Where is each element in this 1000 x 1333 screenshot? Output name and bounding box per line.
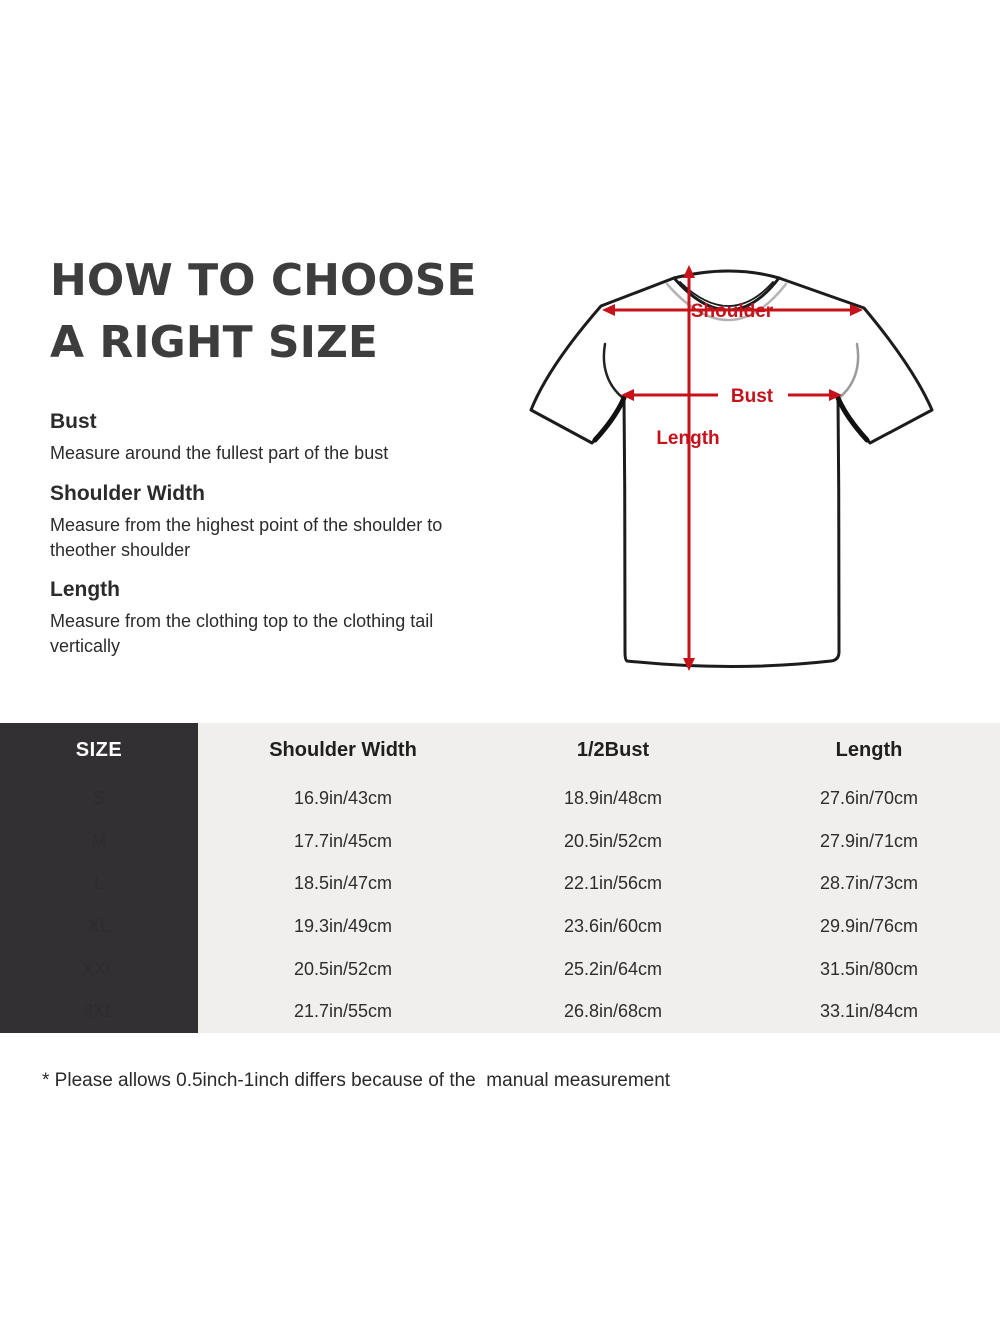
length-cell: 27.9in/71cm bbox=[819, 830, 919, 851]
length-cell: 28.7in/73cm bbox=[819, 873, 919, 894]
instruction-shoulder-text: Measure from the highest point of the shoulder to theother shoulder bbox=[50, 514, 443, 560]
bust-cell: 20.5in/52cm bbox=[563, 830, 663, 851]
size-cell: L bbox=[93, 873, 104, 894]
header-shoulder-width: Shoulder Width bbox=[269, 738, 417, 761]
instruction-shoulder-width bbox=[50, 482, 495, 563]
shoulder-label: Shoulder bbox=[690, 301, 774, 322]
shoulder-cell: 18.5in/47cm bbox=[293, 873, 393, 894]
shoulder-cell: 19.3in/49cm bbox=[293, 915, 393, 936]
instruction-length bbox=[50, 578, 495, 659]
header-size: SIZE bbox=[75, 738, 123, 761]
instruction-shoulder-heading: Shoulder Width bbox=[50, 481, 205, 505]
tshirt-outline bbox=[531, 271, 932, 667]
size-cell: M bbox=[91, 830, 107, 851]
page-title bbox=[50, 250, 495, 374]
bust-cell: 22.1in/56cm bbox=[563, 873, 663, 894]
shoulder-cell: 20.5in/52cm bbox=[293, 958, 393, 979]
instruction-length-heading: Length bbox=[50, 578, 120, 602]
length-label: Length bbox=[656, 428, 720, 449]
bust-label: Bust bbox=[730, 386, 774, 407]
tshirt-measurement-diagram bbox=[505, 252, 975, 682]
page-title-line1: HOW TO CHOOSE bbox=[50, 255, 477, 306]
instruction-bust-text: Measure around the fullest part of the bust bbox=[50, 443, 389, 463]
table-row-3xl bbox=[0, 990, 1000, 1033]
shoulder-cell: 16.9in/43cm bbox=[293, 787, 393, 808]
length-cell: 29.9in/76cm bbox=[819, 915, 919, 936]
bust-cell: 23.6in/60cm bbox=[563, 915, 663, 936]
size-cell: XL bbox=[87, 915, 111, 936]
header-half-bust: 1/2Bust bbox=[576, 738, 650, 761]
measurement-disclaimer: * Please allows 0.5inch-1inch differs because of the manual measurement bbox=[42, 1070, 671, 1091]
instruction-bust bbox=[50, 410, 495, 466]
table-row-s bbox=[0, 777, 1000, 820]
bust-cell: 25.2in/64cm bbox=[563, 958, 663, 979]
length-cell: 31.5in/80cm bbox=[819, 958, 919, 979]
size-cell: XXL bbox=[81, 958, 117, 979]
header-length: Length bbox=[835, 738, 903, 761]
size-cell: 3XL bbox=[82, 1001, 116, 1022]
shoulder-cell: 17.7in/45cm bbox=[293, 830, 393, 851]
table-row-l bbox=[0, 862, 1000, 905]
table-row-xxl bbox=[0, 948, 1000, 991]
shoulder-cell: 21.7in/55cm bbox=[293, 1001, 393, 1022]
bust-cell: 26.8in/68cm bbox=[563, 1001, 663, 1022]
size-chart-table bbox=[0, 723, 1000, 1033]
page-title-line2: A RIGHT SIZE bbox=[50, 317, 378, 368]
size-cell: S bbox=[92, 787, 105, 808]
tshirt-diagram-svg bbox=[505, 252, 975, 682]
how-to-measure-section bbox=[50, 250, 495, 675]
instruction-length-text: Measure from the clothing top to the clothing tail vertically bbox=[50, 611, 434, 657]
table-row-m bbox=[0, 820, 1000, 863]
bust-cell: 18.9in/48cm bbox=[563, 787, 663, 808]
instruction-bust-heading: Bust bbox=[50, 410, 97, 433]
table-header-row bbox=[0, 723, 1000, 777]
table-row-xl bbox=[0, 905, 1000, 948]
length-cell: 27.6in/70cm bbox=[819, 787, 919, 808]
length-cell: 33.1in/84cm bbox=[819, 1001, 919, 1022]
